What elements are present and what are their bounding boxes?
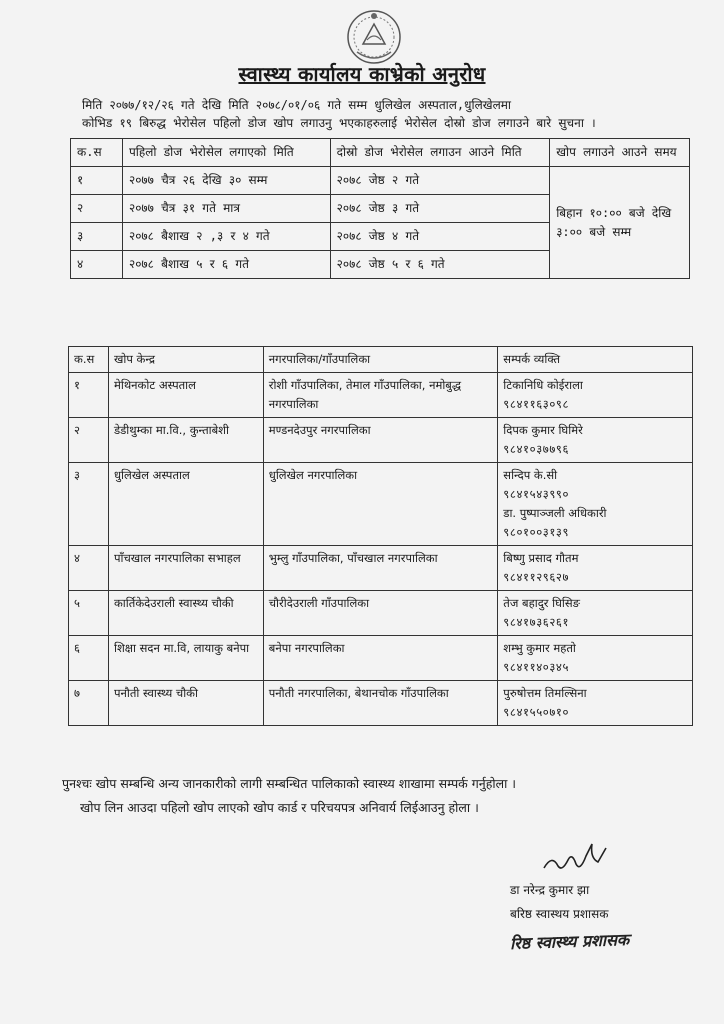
table-header-row: [71, 139, 690, 167]
municipality-cell: मण्डनदेउपुर नगरपालिका: [263, 418, 498, 463]
municipality-cell: रोशी गाँउपालिका, तेमाल गाँउपालिका, नमोबुद्ध नगरपालिका: [263, 373, 498, 418]
municipality-cell: बनेपा नगरपालिका: [263, 636, 498, 681]
signer-name: डा नरेन्द्र कुमार झा: [510, 883, 590, 897]
contact-cell: [498, 463, 693, 546]
municipality-cell: पनौती नगरपालिका, बेथानचोक गाँउपालिका: [263, 681, 498, 726]
contact-cell: [498, 681, 693, 726]
serial-cell: ३: [71, 223, 123, 251]
table-row: [69, 636, 693, 681]
contact-name: डा. पुष्पाञ्जली अधिकारी: [503, 506, 607, 520]
serial-cell: ३: [69, 463, 109, 546]
subject-line-2: कोभिड १९ बिरुद्ध भेरोसेल पहिलो डोज खोप लगाउनु भएकाहरुलाई भेरोसेल दोस्रो डोज लगाउने बारे सुचना ।: [82, 116, 596, 130]
contact-name: टिकानिधि कोईराला: [503, 378, 583, 392]
municipality-cell: भुम्लु गाँउपालिका, पाँचखाल नगरपालिका: [263, 546, 498, 591]
serial-cell: १: [69, 373, 109, 418]
contact-name: पुरुषोत्तम तिमल्सिना: [503, 686, 587, 700]
table-row: [69, 373, 693, 418]
serial-cell: ५: [69, 591, 109, 636]
column-header: खोप केन्द्र: [108, 347, 263, 373]
contact-phone: ९८४१७३६२६१: [503, 615, 570, 629]
vaccination-time-cell: बिहान १०:०० बजे देखि ३:०० बजे सम्म: [550, 167, 690, 279]
contact-phone: ९८४११६३०९८: [503, 397, 570, 411]
table-row: [69, 546, 693, 591]
contact-phone: ९८४१५५०७१०: [503, 705, 570, 719]
center-cell: धुलिखेल अस्पताल: [108, 463, 263, 546]
municipality-cell: चौरीदेउराली गाँउपालिका: [263, 591, 498, 636]
page-title: स्वास्थ्य कार्यालय काभ्रेको अनुरोध: [238, 62, 486, 86]
first-dose-cell: २०७८ बैशाख ५ र ६ गते: [122, 251, 330, 279]
column-header: क.स: [69, 347, 109, 373]
notice-subject: [82, 96, 702, 132]
second-dose-cell: २०७८ जेष्ठ ४ गते: [330, 223, 550, 251]
contact-phone: ९८४१५४३९९०: [503, 487, 570, 501]
center-cell: शिक्षा सदन मा.वि, लायाकु बनेपा: [108, 636, 263, 681]
column-header: खोप लगाउने आउने समय: [550, 139, 690, 167]
subject-line-1: मिति २०७७/१२/२६ गते देखि मिति २०७८/०१/०६ गते सम्म धुलिखेल अस्पताल,धुलिखेलमा: [82, 98, 511, 112]
first-dose-cell: २०७७ चैत्र २६ देखि ३० सम्म: [122, 167, 330, 195]
contact-cell: [498, 418, 693, 463]
center-cell: कार्तिकेदेउराली स्वास्थ्य चौकी: [108, 591, 263, 636]
column-header: क.स: [71, 139, 123, 167]
serial-cell: ४: [71, 251, 123, 279]
table-row: [69, 681, 693, 726]
contact-cell: [498, 373, 693, 418]
contact-name: तेज बहादुर घिसिङ: [503, 596, 581, 610]
table-row: [69, 591, 693, 636]
note-line-1: पुनश्चः खोप सम्बन्धि अन्य जानकारीको लागी सम्बन्धित पालिकाको स्वास्थ्य शाखामा सम्पर्क गर्नुहोला ।: [62, 776, 517, 791]
table-row: [69, 418, 693, 463]
table-header-row: [69, 347, 693, 373]
column-header: दोस्रो डोज भेरोसेल लगाउन आउने मिति: [330, 139, 550, 167]
contact-phone: ९८०१००३१३९: [503, 525, 570, 539]
center-cell: पनौती स्वास्थ्य चौकी: [108, 681, 263, 726]
column-header: पहिलो डोज भेरोसेल लगाएको मिति: [122, 139, 330, 167]
serial-cell: ७: [69, 681, 109, 726]
serial-cell: २: [71, 195, 123, 223]
center-cell: डेडीथुम्का मा.वि., कुन्ताबेशी: [108, 418, 263, 463]
contact-name: शम्भु कुमार महतो: [503, 641, 576, 655]
center-cell: पाँचखाल नगरपालिका सभाहल: [108, 546, 263, 591]
table-row: [69, 463, 693, 546]
contact-phone: ९८४१०३७७९६: [503, 442, 570, 456]
second-dose-cell: २०७८ जेष्ठ २ गते: [330, 167, 550, 195]
official-stamp: रिष्ठ स्वास्थ्य प्रशासक: [509, 929, 630, 954]
municipality-cell: धुलिखेल नगरपालिका: [263, 463, 498, 546]
note-line-2: खोप लिन आउदा पहिलो खोप लाएको खोप कार्ड र परिचयपत्र अनिवार्य लिईआउनु होला ।: [80, 800, 479, 815]
column-header: नगरपालिका/गाँउपालिका: [263, 347, 498, 373]
serial-cell: १: [71, 167, 123, 195]
table-row: [71, 167, 690, 195]
contact-cell: [498, 546, 693, 591]
footer-note: [62, 772, 712, 820]
contact-name: बिष्णु प्रसाद गौतम: [503, 551, 579, 565]
contact-name: दिपक कुमार घिमिरे: [503, 423, 583, 437]
center-cell: मेथिनकोट अस्पताल: [108, 373, 263, 418]
contact-name: सन्दिप के.सी: [503, 468, 558, 482]
first-dose-cell: २०७७ चैत्र ३१ गते मात्र: [122, 195, 330, 223]
second-dose-cell: २०७८ जेष्ठ ३ गते: [330, 195, 550, 223]
serial-cell: २: [69, 418, 109, 463]
serial-cell: ६: [69, 636, 109, 681]
handwritten-signature-icon: [540, 838, 610, 878]
second-dose-cell: २०७८ जेष्ठ ५ र ६ गते: [330, 251, 550, 279]
nepal-government-emblem-icon: [343, 6, 405, 68]
contact-phone: ९८४११४०३४५: [503, 660, 570, 674]
contact-phone: ९८४११२९६२७: [503, 570, 570, 584]
first-dose-cell: २०७८ बैशाख २ ,३ र ४ गते: [122, 223, 330, 251]
contact-cell: [498, 591, 693, 636]
serial-cell: ४: [69, 546, 109, 591]
signer-block: [510, 878, 609, 926]
signer-title: बरिष्ठ स्वास्थय प्रशासक: [510, 907, 609, 921]
contact-cell: [498, 636, 693, 681]
dose-schedule-table: [70, 138, 690, 279]
vaccination-centers-table: [68, 346, 693, 726]
column-header: सम्पर्क व्यक्ति: [498, 347, 693, 373]
